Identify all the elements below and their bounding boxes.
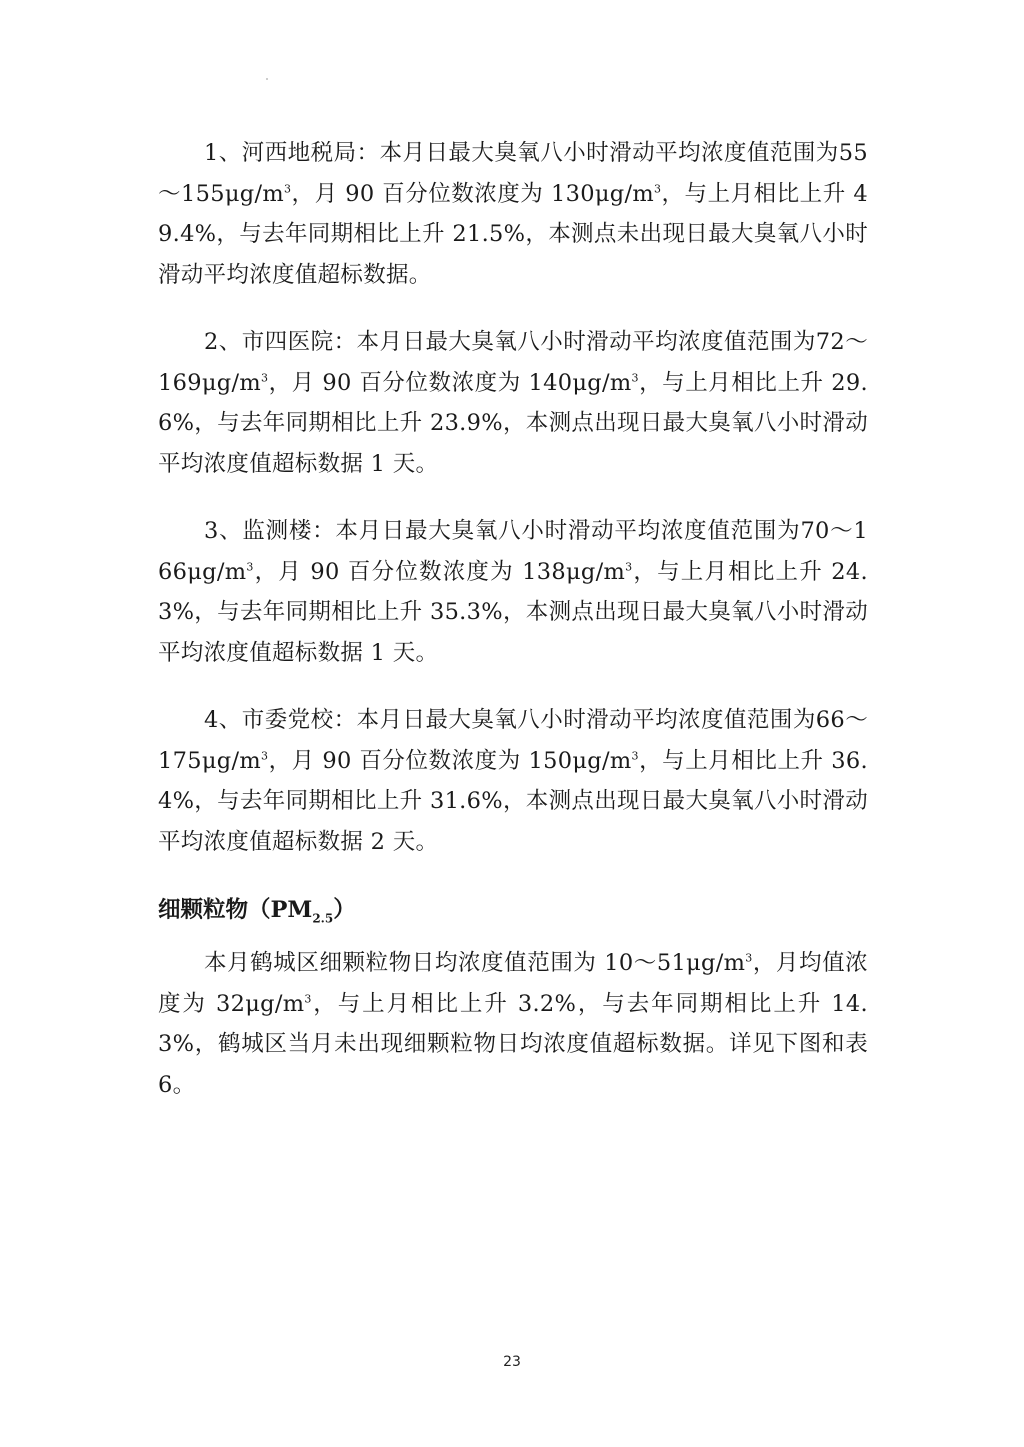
- paragraph-text: ，与上月相比上升 49.4%，与去年同期相比上升 21.5%，本测点未出现日最大臭氧八小时滑动平均浓度值超标数据。: [158, 180, 869, 288]
- page-number: 23: [503, 1354, 521, 1370]
- unit-superscript: 3: [284, 182, 292, 195]
- paragraph-text: 1、河西地税局：本月日最大臭氧八小时滑动平均浓度值范围为55～155μg/m: [158, 140, 868, 207]
- unit-superscript: 3: [261, 371, 269, 384]
- heading-close-paren: ）: [333, 897, 356, 923]
- station-paragraph-party-school: [158, 700, 868, 862]
- pm25-paragraph: [158, 943, 868, 1105]
- unit-superscript: 3: [631, 749, 639, 762]
- paragraph-text: ，月 90 百分位数浓度为 140μg/m: [268, 369, 632, 396]
- heading-text: 细颗粒物（PM: [158, 897, 313, 923]
- paragraph-text: ，与上月相比上升 3.2%，与去年同期相比上升 14.3%，鹤城区当月未出现细颗粒物日均浓度值超标数据。详见下图和表 6。: [158, 990, 868, 1098]
- paragraph-text: ，月 90 百分位数浓度为 130μg/m: [291, 180, 654, 207]
- paragraph-text: 4、市委党校：本月日最大臭氧八小时滑动平均浓度值范围为66～175μg/m: [158, 707, 868, 774]
- unit-superscript: 3: [631, 371, 639, 384]
- unit-superscript: 3: [654, 182, 662, 195]
- paragraph-text: ，与上月相比上升 36.4%，与去年同期相比上升 31.6%，本测点出现日最大臭氧八小时滑动平均浓度值超标数据 2 天。: [158, 747, 868, 855]
- paragraph-text: ，月均值浓度为 32μg/m: [158, 950, 868, 1017]
- unit-superscript: 3: [246, 560, 254, 573]
- paragraph-text: 本月鹤城区细颗粒物日均浓度值范围为 10～51μg/m: [204, 950, 746, 976]
- paragraph-text: ，月 90 百分位数浓度为 150μg/m: [268, 747, 632, 774]
- section-heading-pm25: [158, 890, 356, 930]
- paragraph-text: 2、市四医院：本月日最大臭氧八小时滑动平均浓度值范围为72～169μg/m: [158, 329, 868, 396]
- unit-superscript: 3: [261, 749, 269, 762]
- station-paragraph-hospital: [158, 322, 868, 484]
- unit-superscript: 3: [625, 560, 633, 573]
- station-paragraph-hexi: [158, 133, 868, 295]
- station-paragraph-monitoring-building: [158, 511, 868, 673]
- unit-superscript: 3: [745, 951, 753, 965]
- paragraph-text: 3、监测楼：本月日最大臭氧八小时滑动平均浓度值范围为70～166μg/m: [158, 518, 868, 585]
- paragraph-text: ，与上月相比上升 29.6%，与去年同期相比上升 23.9%，本测点出现日最大臭氧八小时滑动平均浓度值超标数据 1 天。: [158, 369, 868, 477]
- paragraph-text: ，月 90 百分位数浓度为 138μg/m: [253, 558, 626, 585]
- unit-superscript: 3: [304, 992, 312, 1005]
- scan-speck: [266, 78, 268, 80]
- heading-subscript: 2.5: [312, 911, 334, 926]
- paragraph-text: ，与上月相比上升 24.3%，与去年同期相比上升 35.3%，本测点出现日最大臭氧八小时滑动平均浓度值超标数据 1 天。: [158, 558, 868, 666]
